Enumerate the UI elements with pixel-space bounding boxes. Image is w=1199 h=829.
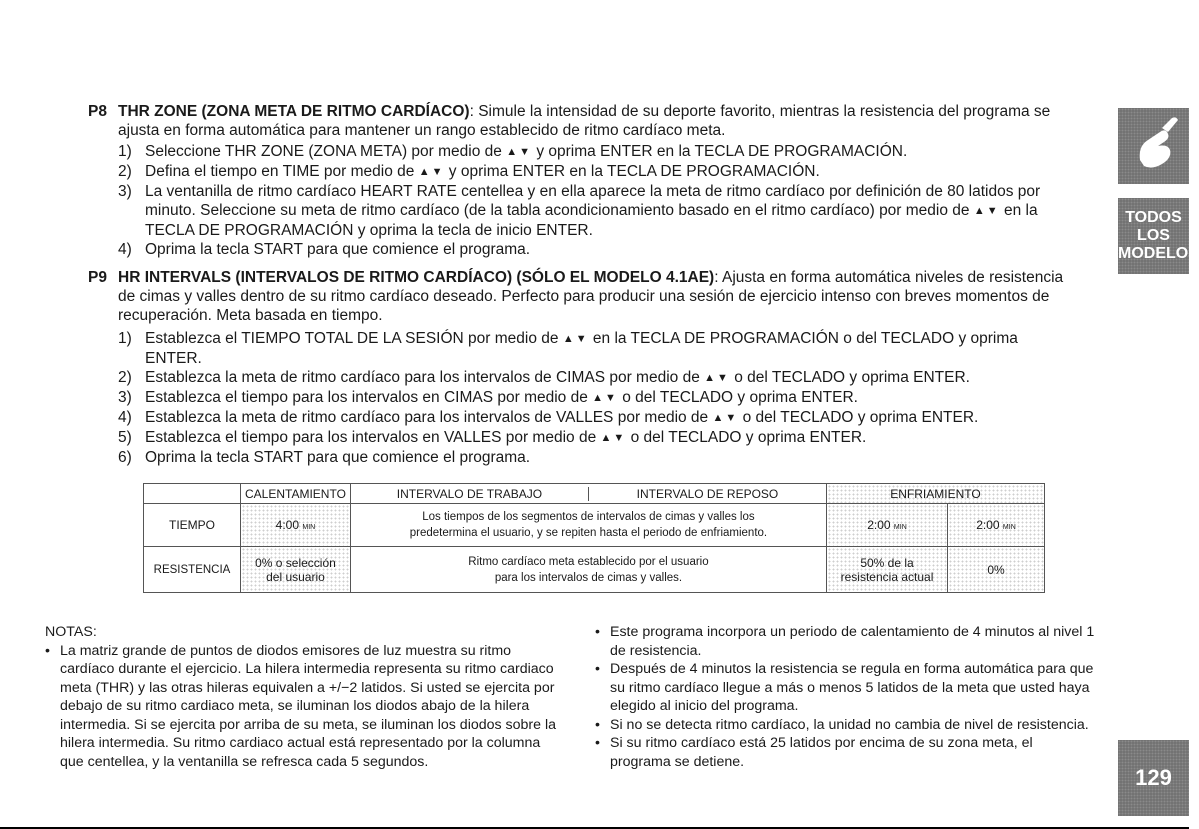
section-code: P9 xyxy=(88,269,107,286)
arrows-icon: ▲▼ xyxy=(600,432,627,444)
notes-left xyxy=(45,623,560,771)
cooldown-time-1: 2:00 MIN xyxy=(827,504,948,547)
intervals-time-text: Los tiempos de los segmentos de intervalos de cimas y valles los predetermina el usuario, y se repiten hasta el periodo de enfriamiento. xyxy=(350,504,826,547)
warmup-resistance: 0% o selección del usuario xyxy=(241,547,351,593)
step-item: 6) Oprima la tecla START para que comience el programa. xyxy=(118,449,531,466)
step-item: 3) La ventanilla de ritmo cardíaco HEART RATE centellea y en ella aparece la meta de ritmo cardíaco por definición de 80 latidos por minuto. Seleccione su meta de ritmo cardíaco (de la tabla acondicionamiento basado en el ritmo cardíaco) por medio de ▲▼ en la TECLA DE PROGRAMACIÓN y oprima la tecla de inicio ENTER. xyxy=(118,183,1041,239)
section-title: HR INTERVALS (INTERVALOS DE RITMO CARDÍACO) (SÓLO EL MODELO 4.1AE) xyxy=(118,269,715,286)
p8-steps xyxy=(88,142,1078,259)
step-item: 3) Establezca el tiempo para los intervalos en CIMAS por medio de ▲▼ o del TECLADO y oprima ENTER. xyxy=(118,389,858,406)
notes-title: NOTAS: xyxy=(45,624,97,640)
row-label-time: TIEMPO xyxy=(144,504,241,547)
all-models-tab: TODOS LOS MODELOS xyxy=(1118,198,1189,274)
arrows-icon: ▲▼ xyxy=(973,205,1000,217)
notes-right xyxy=(595,623,1095,771)
header-rest: INTERVALO DE REPOSO xyxy=(636,486,779,501)
warmup-time: 4:00 MIN xyxy=(241,504,351,547)
step-item: 1) Establezca el TIEMPO TOTAL DE LA SESIÓN por medio de ▲▼ en la TECLA DE PROGRAMACIÓN o del TECLADO y oprima ENTER. xyxy=(118,330,1018,367)
header-cooldown: ENFRIAMIENTO xyxy=(827,484,1045,504)
section-intro: : Ajusta en forma automática niveles de resistencia de cimas y valles dentro de su ritmo cardíaco deseado. Perfecto para producir una sesión de ejercicio intenso con breves momentos de recuperación. Meta basada en tiempo. xyxy=(118,269,1064,324)
note-item: • Este programa incorpora un periodo de calentamiento de 4 minutos al nivel 1 de resistencia. xyxy=(595,623,1095,660)
program-table xyxy=(143,483,1045,593)
note-item: • Si no se detecta ritmo cardíaco, la unidad no cambia de nivel de resistencia. xyxy=(595,716,1095,735)
step-item: 2) Defina el tiempo en TIME por medio de ▲▼ y oprima ENTER en la TECLA DE PROGRAMACIÓN. xyxy=(118,163,820,180)
arrows-icon: ▲▼ xyxy=(418,166,445,178)
section-p9 xyxy=(88,268,1078,467)
step-item: 2) Establezca la meta de ritmo cardíaco para los intervalos de CIMAS por medio de ▲▼ o del TECLADO y oprima ENTER. xyxy=(118,369,970,386)
arrows-icon: ▲▼ xyxy=(592,392,618,404)
note-item: • La matriz grande de puntos de diodos emisores de luz muestra su ritmo cardíaco durante el ejercicio. La hilera intermedia representa su ritmo cardiaco meta (THR) y las otras hileras equivalen a +/−2 latidos. Si usted se ejercita por debajo de su ritmo cardiaco meta, se iluminan los diodos abajo de la hilera intermedia. Si se ejercita por arriba de su meta, se iluminan los diodos sobre la hilera intermedia. Su ritmo cardiaco actual está representado por la columna que centellea, y la ventanilla se refresca cada 5 segundos. xyxy=(45,642,560,772)
arrows-icon: ▲▼ xyxy=(712,412,739,424)
section-title: THR ZONE (ZONA META DE RITMO CARDÍACO) xyxy=(118,103,470,120)
cooldown-resistance-1: 50% de la resistencia actual xyxy=(827,547,948,593)
section-intro: : Simule la intensidad de su deporte favorito, mientras la resistencia del programa se ajusta en forma automática para mantener un rango establecido de ritmo cardíaco meta. xyxy=(118,103,1051,139)
header-work: INTERVALO DE TRABAJO xyxy=(351,487,589,501)
arrows-icon: ▲▼ xyxy=(562,333,589,345)
table-row xyxy=(144,547,1045,593)
page-number: 129 xyxy=(1135,765,1172,790)
table-row xyxy=(144,504,1045,547)
arrows-icon: ▲▼ xyxy=(506,146,532,158)
cooldown-resistance-2: 0% xyxy=(948,547,1045,593)
p9-steps xyxy=(88,329,1078,467)
note-item: • Después de 4 minutos la resistencia se regula en forma automática para que su ritmo cardíaco llegue a más o menos 5 latidos de la meta que usted haya elegido al inicio del programa. xyxy=(595,660,1095,716)
row-label-resistance: RESISTENCIA xyxy=(144,547,241,593)
note-item: • Si su ritmo cardíaco está 25 latidos por encima de su zona meta, el programa se detiene. xyxy=(595,734,1095,771)
step-item: 4) Establezca la meta de ritmo cardíaco para los intervalos de VALLES por medio de ▲▼ o del TECLADO y oprima ENTER. xyxy=(118,409,979,426)
header-warmup: CALENTAMIENTO xyxy=(241,484,351,504)
section-p8 xyxy=(88,102,1078,259)
step-item: 1) Seleccione THR ZONE (ZONA META) por medio de ▲▼ y oprima ENTER en la TECLA DE PROGRAMACIÓN. xyxy=(118,143,908,160)
page-number-tab xyxy=(1118,740,1189,816)
step-item: 4) Oprima la tecla START para que comience el programa. xyxy=(118,241,531,258)
wrench-hand-icon xyxy=(1118,108,1189,184)
intervals-resistance-text: Ritmo cardíaco meta establecido por el usuario para los intervalos de cimas y valles. xyxy=(350,547,826,593)
step-item: 5) Establezca el tiempo para los intervalos en VALLES por medio de ▲▼ o del TECLADO y oprima ENTER. xyxy=(118,429,867,446)
cooldown-time-2: 2:00 MIN xyxy=(948,504,1045,547)
arrows-icon: ▲▼ xyxy=(704,372,730,384)
table-header-row xyxy=(144,484,1045,504)
section-code: P8 xyxy=(88,103,107,120)
